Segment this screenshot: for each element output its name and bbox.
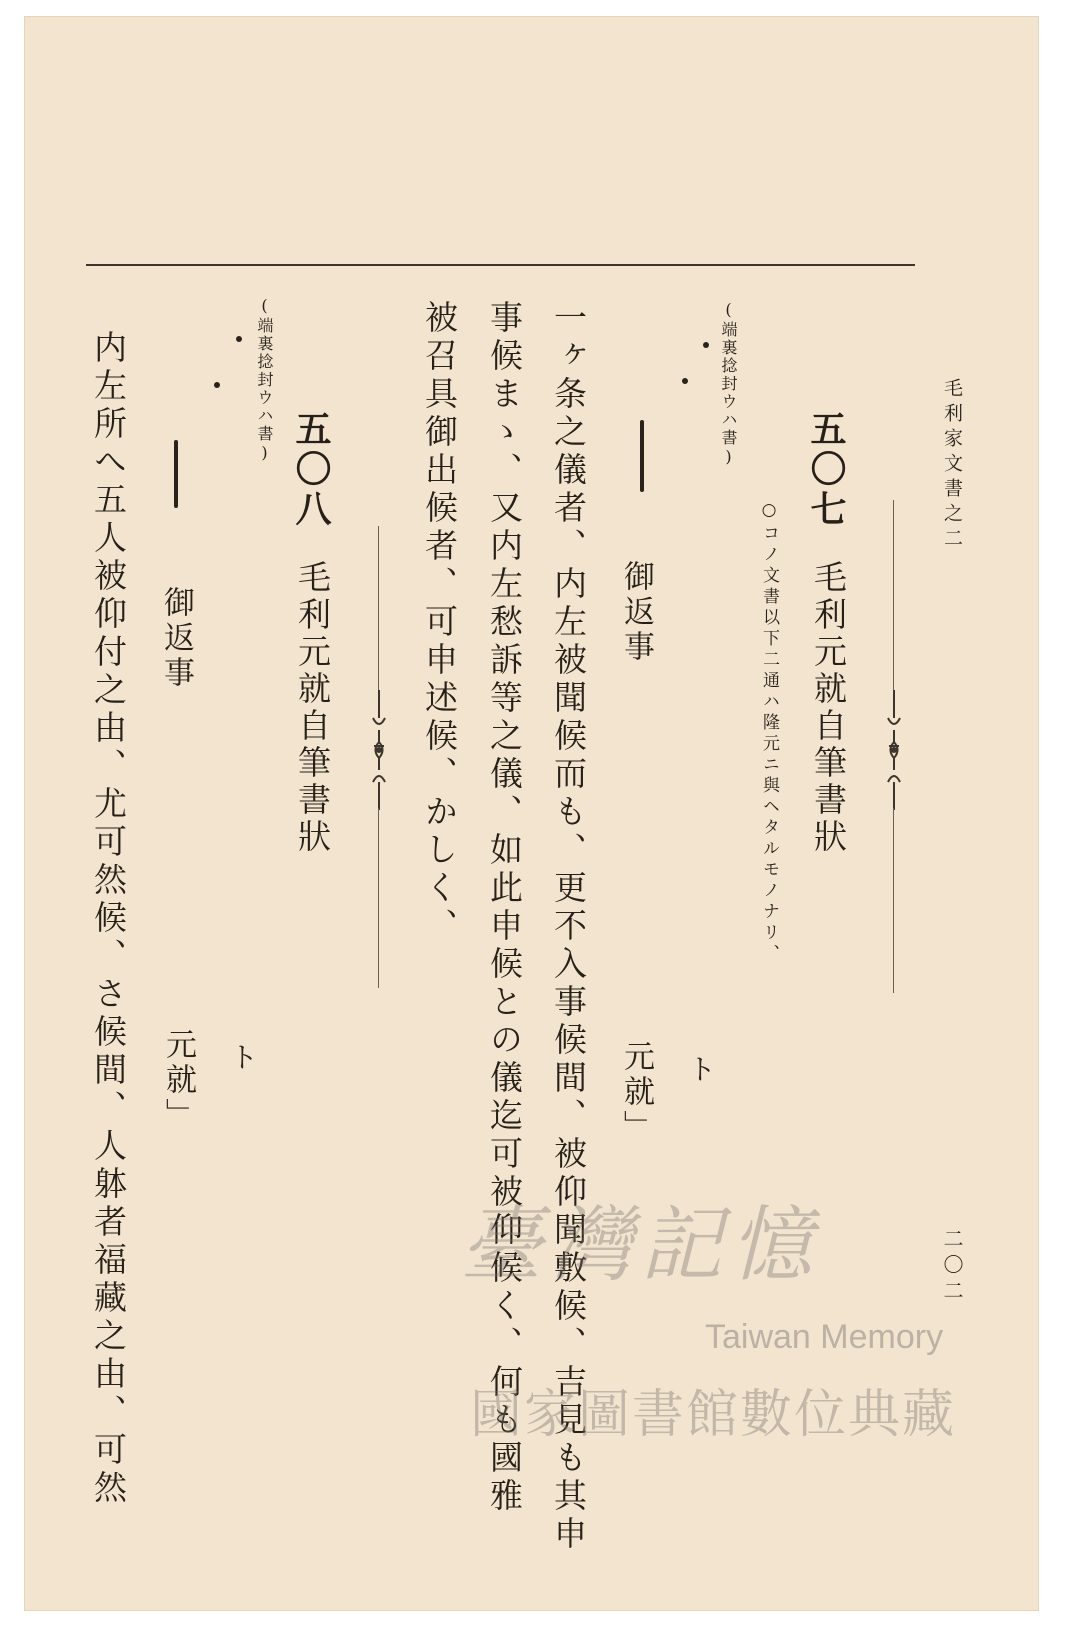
seal-mark [682,378,688,384]
doc508-endorsement: (端裏捻封ウハ書) [255,296,274,464]
doc507-reply: 御返事 [618,560,654,665]
seal-mark [236,336,242,342]
doc507-rule-top [893,500,894,696]
running-title: 毛利家文書之二 [941,378,963,553]
doc507-body-line: 一ヶ条之儀者、内左被聞候而も、更不入事候間、被仰聞敷候、吉見も其申 [549,300,588,1554]
top-rule [86,264,915,266]
ornament-icon [885,690,903,810]
kaō-mark: ト [230,1041,259,1074]
doc507-body-line: 被召具御出候者、可申述候、かしく、 [420,300,459,946]
watermark-english: Taiwan Memory [705,1318,944,1356]
watermark-subtitle: 國家圖書館數位典藏 [470,1385,957,1445]
doc507-note: ○コノ文書以下二通ハ隆元ニ與ヘタルモノナリ、 [759,500,779,965]
doc508-signature: 元就」 [160,1028,196,1133]
seal-stroke-mark [640,420,644,492]
page-number: 二〇二 [940,1228,964,1306]
doc508-number: 五〇八 [290,410,332,530]
doc507-rule-bottom [893,808,894,993]
doc508-title: 毛利元就自筆書狀 [293,560,332,856]
doc507-number: 五〇七 [805,410,847,530]
doc507-title: 毛利元就自筆書狀 [809,560,848,856]
doc507-body-line: 事候まゝ、又内左愁訴等之儀、如此申候との儀迄可被仰候く、何も國雅 [485,300,524,1516]
doc507-signature: 元就」 [618,1040,654,1145]
seal-mark [214,382,220,388]
doc507-endorsement: (端裏捻封ウハ書) [719,300,738,468]
doc508-reply: 御返事 [158,586,194,691]
seal-stroke-mark [174,440,178,508]
doc508-rule-top [378,526,379,696]
doc508-body-line: 内左所へ五人被仰付之由、尤可然候、さ候間、人躰者福藏之由、可然 [89,330,128,1508]
kaō-mark: ト [688,1053,717,1086]
doc508-rule-bottom [378,808,379,988]
ornament-icon [370,690,388,810]
seal-mark [703,342,709,348]
watermark-logo: 臺灣記憶 [460,1198,820,1293]
